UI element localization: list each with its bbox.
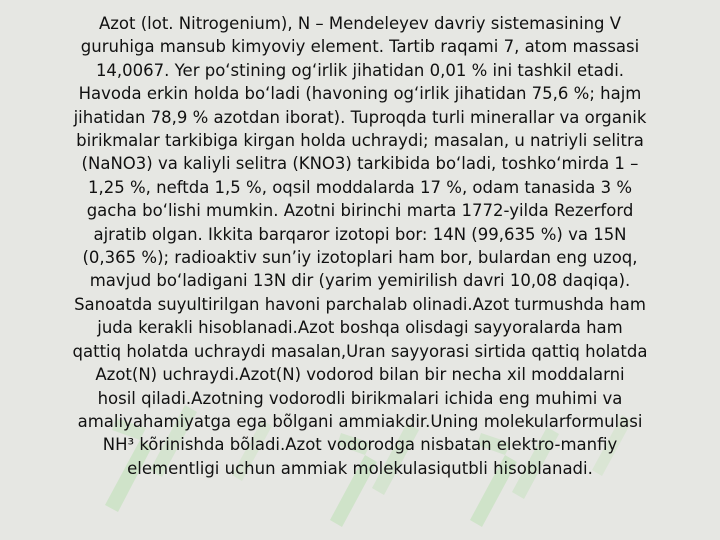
slide-body-text bbox=[20, 12, 700, 480]
text-line: 1,25 %, neftda 1,5 %, oqsil moddalarda 17 %, odam tanasida 3 % bbox=[87, 177, 633, 197]
text-line: Azot (lot. Nitrogenium), N – Mendeleyev davriy sistemasining V bbox=[98, 14, 622, 33]
text-line: birikmalar tarkibiga kirgan holda uchraydi; masalan, u natriyli selitra bbox=[76, 131, 644, 151]
text-line: amaliyahamiyatga ega bõlgani ammiakdir.Uning molekularformulasi bbox=[77, 411, 643, 431]
text-line: qattiq holatda uchraydi masalan,Uran sayyorasi sirtida qattiq holatda bbox=[72, 341, 648, 361]
text-line: NH³ kõrinishda bõladi.Azot vodorodga nisbatan elektro-manfiy bbox=[102, 435, 618, 455]
text-line: hosil qiladi.Azotning vodorodli birikmalari ichida eng muhimi va bbox=[97, 388, 623, 408]
text-line: 14,0067. Yer poʻstining ogʻirlik jihatidan 0,01 % ini tashkil etadi. bbox=[95, 60, 625, 80]
text-line: Havoda erkin holda boʻladi (havoning ogʻirlik jihatidan 75,6 %; hajm bbox=[78, 84, 642, 104]
text-line: guruhiga mansub kimyoviy element. Tartib raqami 7, atom massasi bbox=[80, 37, 640, 57]
text-line: ajratib olgan. Ikkita barqaror izotopi bor: 14N (99,635 %) va 15N bbox=[93, 224, 627, 244]
text-line: Sanoatda suyultirilgan havoni parchalab olinadi.Azot turmushda ham bbox=[74, 294, 646, 314]
text-line: (0,365 %); radioaktiv sun’iy izotoplari ham bor, bulardan eng uzoq, bbox=[82, 248, 638, 268]
text-line: gacha boʻlishi mumkin. Azotni birinchi marta 1772-yilda Rezerford bbox=[86, 201, 634, 221]
text-line: jihatidan 78,9 % azotdan iborat). Tuproqda turli minerallar va organik bbox=[73, 107, 647, 127]
text-line: elementligi uchun ammiak molekulasiqutbli hisoblanadi. bbox=[127, 458, 593, 478]
text-line: juda kerakli hisoblanadi.Azot boshqa olisdagi sayyoralarda ham bbox=[97, 318, 623, 338]
text-line: Azot(N) uchraydi.Azot(N) vodorod bilan bir necha xil moddalarni bbox=[95, 365, 625, 385]
text-line: (NaNO3) va kaliyli selitra (KNO3) tarkibida boʻladi, toshkoʻmirda 1 – bbox=[81, 154, 639, 174]
text-line: mavjud boʻladigani 13N dir (yarim yemirilish davri 10,08 daqiqa). bbox=[89, 271, 631, 291]
